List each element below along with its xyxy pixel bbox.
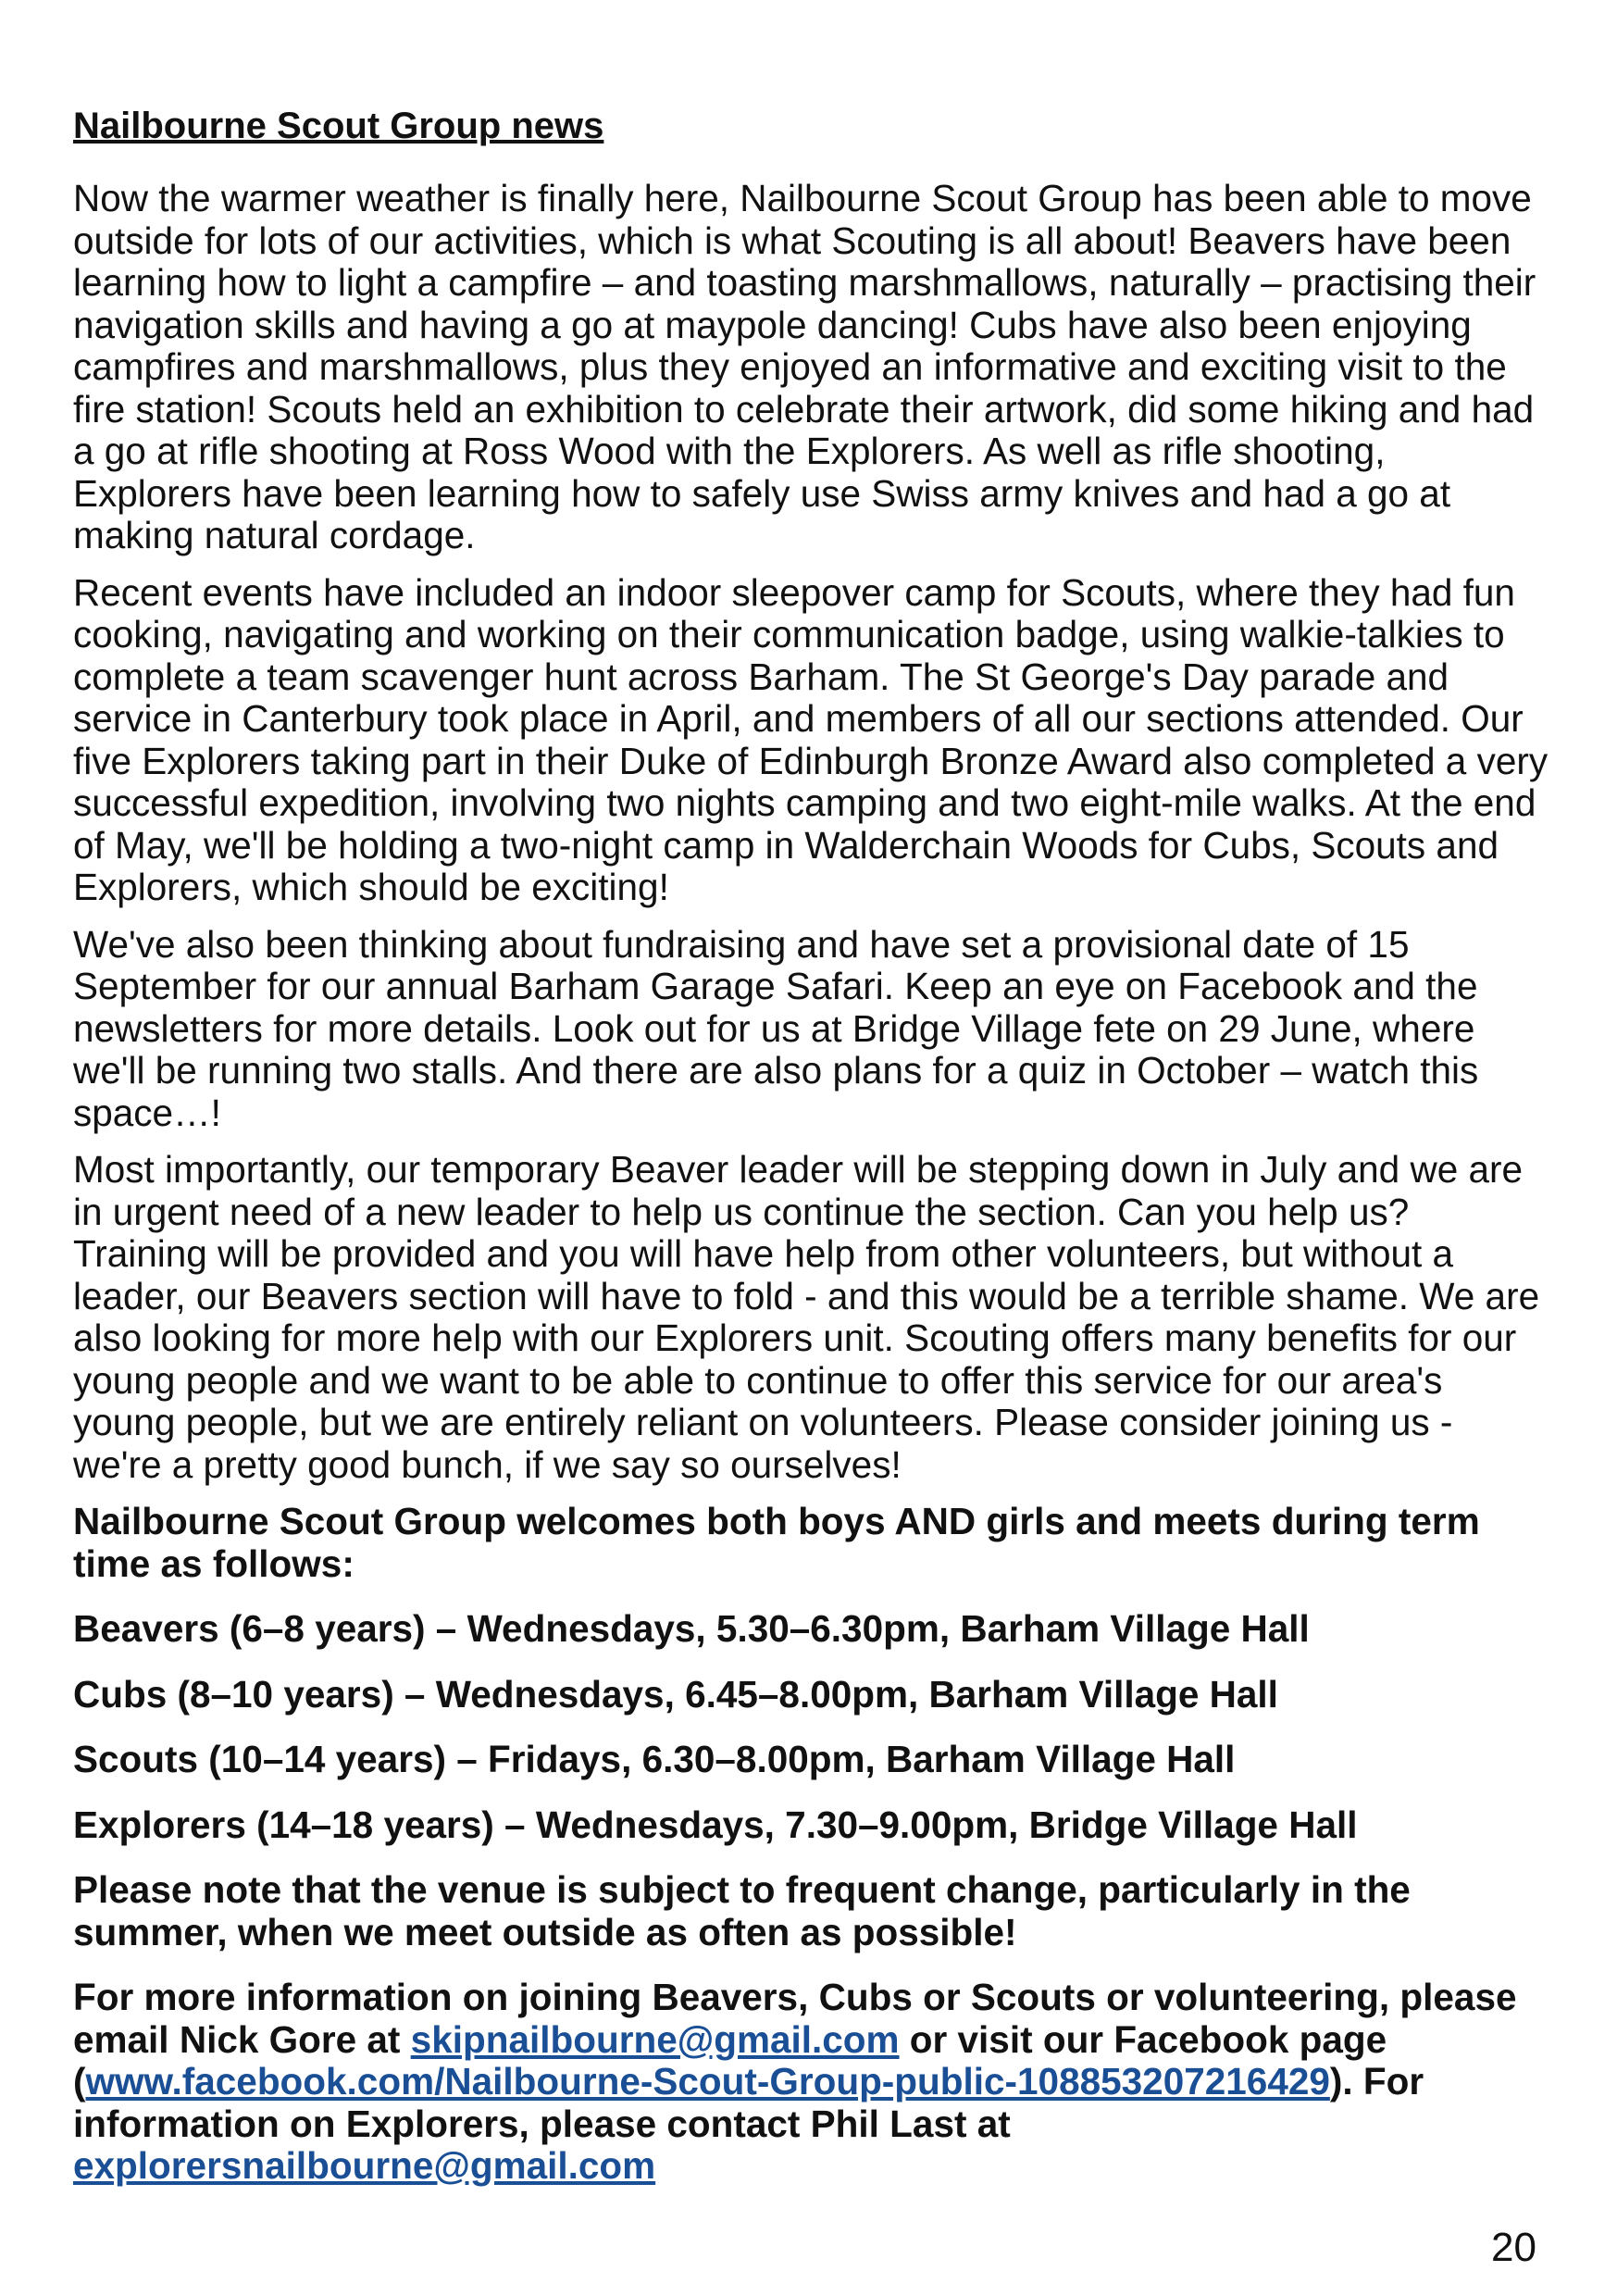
schedule-scouts: Scouts (10–14 years) – Fridays, 6.30–8.00pm, Barham Village Hall	[73, 1738, 1236, 1780]
contact-text-2: or visit our Facebook page (	[73, 2017, 1387, 2103]
email-link-nick-gore[interactable]: skipnailbourne@gmail.com	[410, 2017, 900, 2061]
facebook-link[interactable]: www.facebook.com/Nailbourne-Scout-Group-public-108853207216429	[85, 2060, 1330, 2103]
schedule-cubs: Cubs (8–10 years) – Wednesdays, 6.45–8.00pm, Barham Village Hall	[73, 1672, 1278, 1716]
article	[73, 102, 1549, 2202]
email-link-explorers[interactable]: explorersnailbourne@gmail.com	[73, 2144, 656, 2187]
schedule-explorers: Explorers (14–18 years) – Wednesdays, 7.30–9.00pm, Bridge Village Hall	[73, 1803, 1358, 1846]
meeting-info	[73, 1501, 1549, 1953]
welcome-text: Nailbourne Scout Group welcomes both boys AND girls and meets during term time as follows:	[73, 1500, 1480, 1585]
contact-text-3: ). For information on Explorers, please contact Phil Last at	[73, 2060, 1424, 2145]
schedule-beavers: Beavers (6–8 years) – Wednesdays, 5.30–6.30pm, Barham Village Hall	[73, 1607, 1310, 1650]
paragraph-fundraising: We've also been thinking about fundraising and have set a provisional date of 15 September for our annual Barham Garage Safari. Keep an eye on Facebook and the newsletters for more details. Look out for us at Bridge Village fete on 29 June, where we'll be running two stalls. And there are also plans for a quiz in October – watch this space…!	[73, 922, 1479, 1134]
paragraph-activities: Now the warmer weather is finally here, Nailbourne Scout Group has been able to move outside for lots of our activities, which is what Scouting is all about! Beavers have been learning how to light a campfire – and toasting marshmallows, naturally – practising their navigation skills and having a go at maypole dancing! Cubs have also been enjoying campfires and marshmallows, plus they enjoyed an informative and exciting visit to the fire station! Scouts held an exhibition to celebrate their artwork, did some hiking and had a go at rifle shooting at Ross Wood with the Explorers. As well as rifle shooting, Explorers have been learning how to safely use Swiss army knives and had a go at making natural cordage.	[73, 177, 1536, 556]
contact-text-1: For more information on joining Beavers, Cubs or Scouts or volunteering, please email Nick Gore at	[73, 1976, 1517, 2061]
page-number: 20	[1491, 2225, 1536, 2270]
paragraph-recent-events: Recent events have included an indoor sleepover camp for Scouts, where they had fun cooking, navigating and working on their communication badge, using walkie-talkies to complete a team scavenger hunt across Barham. The St George's Day parade and service in Canterbury took place in April, and members of all our sections attended. Our five Explorers taking part in their Duke of Edinburgh Bronze Award also completed a very successful expedition, involving two nights camping and two eight-mile walks. At the end of May, we'll be holding a two-night camp in Walderchain Woods for Cubs, Scouts and Explorers, which should be exciting!	[73, 570, 1549, 908]
venue-note: Please note that the venue is subject to frequent change, particularly in the summer, when we meet outside as often as possible!	[73, 1868, 1411, 1953]
paragraph-volunteers: Most importantly, our temporary Beaver leader will be stepping down in July and we are in urgent need of a new leader to help us continue the section. Can you help us? Training will be provided and you will have help from other volunteers, but without a leader, our Beavers section will have to fold - and this would be a terrible shame. We are also looking for more help with our Explorers unit. Scouting offers many benefits for our young people and we want to be able to continue to offer this service for our area's young people, but we are entirely reliant on volunteers. Please consider joining us - we're a pretty good bunch, if we say so ourselves!	[73, 1148, 1540, 1486]
contact-info	[73, 1977, 1549, 2188]
article-title: Nailbourne Scout Group news	[73, 106, 604, 146]
